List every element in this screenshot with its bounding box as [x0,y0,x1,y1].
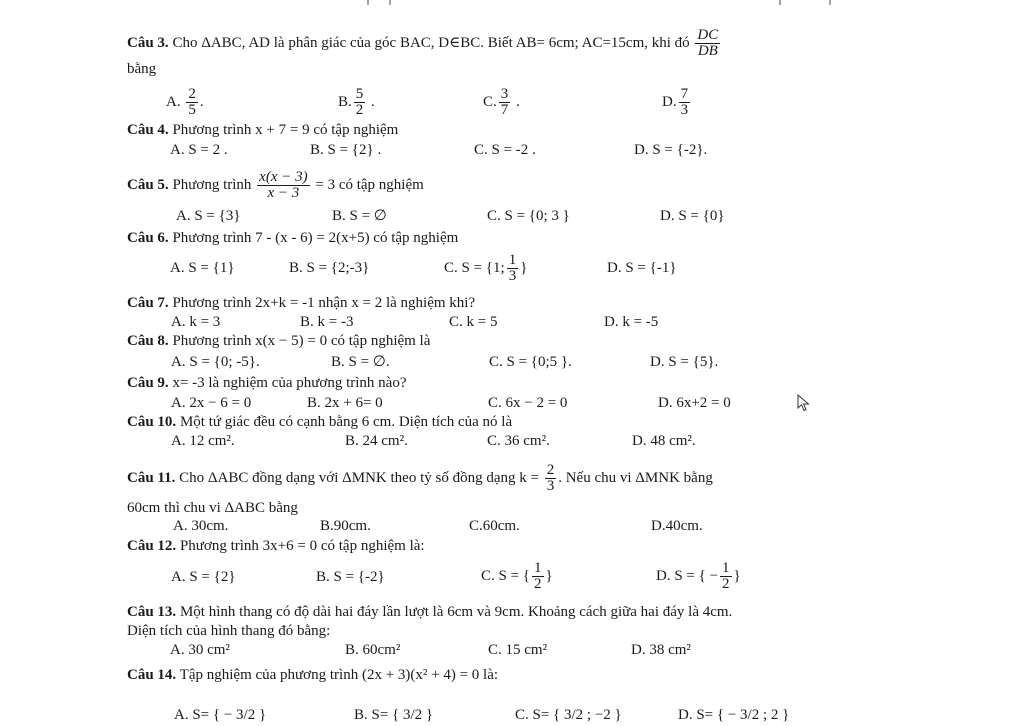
q11-stem [127,463,713,494]
q3-fraction [695,28,720,59]
q3-opt-d-frac [679,87,691,118]
q8-option-a: A. S = {0; -5}. [171,354,260,370]
q7-label: Câu 7. [127,295,169,311]
q10-option-d: D. 48 cm². [632,433,696,449]
q9-text: x= -3 là nghiệm của phương trình nào? [172,375,407,391]
q10-option-b: B. 24 cm². [345,433,408,449]
q3-opt-b-letter: B. [338,93,352,110]
q5-frac-den: x − 3 [267,185,300,201]
q3-opt-c-frac [499,87,511,118]
q9-label: Câu 9. [127,375,169,391]
q8-option-b: B. S = ∅. [331,354,390,370]
q13-text: Một hình thang có độ dài hai đáy lần lượt là 6cm và 9cm. Khoảng cách giữa hai đáy là 4cm. [179,604,733,620]
q4-stem [127,121,398,139]
q3-opt-c-den: 7 [500,102,509,118]
q11-option-d: D.40cm. [651,518,703,534]
q13-label: Câu 13. [127,604,177,620]
q12-opt-d-frac [720,561,732,592]
q8-option-d: D. S = {5}. [650,354,719,370]
q4-option-d: D. S = {-2}. [634,142,708,158]
q12-opt-d-post: } [733,567,741,584]
q6-stem [127,229,458,247]
q11-option-a: A. 30cm. [173,518,229,534]
q3-opt-b-den: 2 [355,102,364,118]
q5-fraction [257,170,309,201]
q13-cont: Diện tích của hình thang đó bằng: [127,623,331,639]
q12-option-c [481,561,553,592]
q3-opt-c-num: 3 [500,86,509,102]
q4-option-b: B. S = {2} . [310,142,382,158]
q7-option-c: C. k = 5 [449,314,498,330]
q8-option-c: C. S = {0;5 }. [489,354,572,370]
q9-stem [127,374,406,392]
cropped-top-marks [360,0,860,6]
q14-option-a: A. S= { − 3/2 } [174,707,267,723]
q9-option-c: C. 6x − 2 = 0 [488,395,568,411]
q11-option-c: C.60cm. [469,518,520,534]
q13-option-b: B. 60cm² [345,642,401,658]
q3-frac-den: DB [697,43,718,59]
q13-option-c: C. 15 cm² [488,642,548,658]
q8-label: Câu 8. [127,333,169,349]
q3-opt-a-suffix: . [199,93,204,110]
q5-text-pre: Phương trình [172,176,252,193]
q7-option-b: B. k = -3 [300,314,354,330]
q3-option-a [166,87,204,118]
mouse-cursor-icon [797,394,811,412]
q6-option-b: B. S = {2;-3} [289,260,370,276]
q5-frac-num: x(x − 3) [259,169,308,185]
q13-option-d: D. 38 cm² [631,642,691,658]
q12-opt-c-post: } [545,567,553,584]
q12-opt-c-den: 2 [534,576,542,592]
q5-option-b: B. S = ∅ [332,208,387,224]
q11-option-b: B.90cm. [320,518,371,534]
q3-opt-a-den: 5 [188,102,196,118]
q6-text: Phương trình 7 - (x - 6) = 2(x+5) có tập nghiệm [172,230,459,246]
q13-option-a: A. 30 cm² [170,642,230,658]
q3-opt-d-letter: D. [662,93,677,110]
q11-fraction [545,463,557,494]
q13-stem [127,603,732,621]
q3-text: Cho ΔABC, AD là phân giác của góc BAC, D∈BC. Biết AB= 6cm; AC=15cm, khi đó [172,34,690,51]
q12-opt-d-den: 2 [722,576,730,592]
q3-stem [127,28,722,59]
q5-text-post: = 3 có tập nghiệm [315,176,424,193]
q12-option-a: A. S = {2} [171,569,236,585]
q5-label: Câu 5. [127,176,169,193]
q11-text-post: . Nếu chu vi ΔMNK bằng [558,469,713,486]
q14-option-c: C. S= { 3/2 ; −2 } [515,707,622,723]
q3-opt-c-suffix: . [516,93,520,110]
q6-opt-c-num: 1 [508,252,517,268]
q6-opt-c-pre: C. S = {1; [444,259,505,276]
q7-option-d: D. k = -5 [604,314,659,330]
q3-frac-num: DC [697,27,719,43]
q6-option-d: D. S = {-1} [607,260,677,276]
q3-opt-d-num: 7 [680,86,689,102]
q6-opt-c-frac [507,253,519,284]
q14-option-d: D. S= { − 3/2 ; 2 } [678,707,790,723]
q12-stem [127,537,425,555]
q12-option-d [656,561,741,592]
q11-frac-num: 2 [546,462,555,478]
q10-stem [127,413,512,431]
q3-opt-d-den: 3 [680,102,689,118]
q12-opt-c-pre: C. S = { [481,567,531,584]
q9-option-d: D. 6x+2 = 0 [658,395,731,411]
q10-option-c: C. 36 cm². [487,433,550,449]
q5-option-a: A. S = {3} [176,208,241,224]
q3-opt-c-letter: C. [483,93,497,110]
q3-cont: bằng [127,61,157,77]
q10-label: Câu 10. [127,414,177,430]
q3-opt-a-letter: A. [166,93,181,110]
q4-text: Phương trình x + 7 = 9 có tập nghiệm [172,122,399,138]
q6-option-a: A. S = {1} [170,260,235,276]
q6-opt-c-post: } [520,259,528,276]
q3-opt-b-frac [354,87,366,118]
q4-option-a: A. S = 2 . [170,142,228,158]
q7-stem [127,294,475,312]
q11-cont: 60cm thì chu vi ΔABC bằng [127,500,298,516]
q7-option-a: A. k = 3 [171,314,221,330]
q9-option-b: B. 2x + 6= 0 [307,395,383,411]
q5-option-d: D. S = {0} [660,208,725,224]
q3-option-d [662,87,692,118]
q12-label: Câu 12. [127,538,177,554]
q3-opt-b-suffix: . [371,93,375,110]
q8-text: Phương trình x(x − 5) = 0 có tập nghiệm là [172,333,431,349]
q12-opt-c-num: 1 [534,560,542,576]
q6-label: Câu 6. [127,230,169,246]
q7-text: Phương trình 2x+k = -1 nhận x = 2 là nghiệm khi? [172,295,476,311]
q11-text-pre: Cho ΔABC đồng dạng với ΔMNK theo tỷ số đồng dạng k = [179,469,539,486]
q5-stem [127,170,424,201]
q8-stem [127,332,430,350]
q6-option-c [444,253,527,284]
q10-text: Một tứ giác đều có cạnh bằng 6 cm. Diện tích của nó là [179,414,513,430]
q9-option-a: A. 2x − 6 = 0 [171,395,252,411]
q12-text: Phương trình 3x+6 = 0 có tập nghiệm là: [179,538,425,554]
q12-opt-d-num: 1 [722,560,730,576]
q3-label: Câu 3. [127,34,169,51]
q5-option-c: C. S = {0; 3 } [487,208,570,224]
q12-option-b: B. S = {-2} [316,569,385,585]
q14-label: Câu 14. [127,667,177,683]
q11-label: Câu 11. [127,469,176,486]
q12-opt-c-frac [532,561,544,592]
q3-opt-b-num: 5 [355,86,364,102]
q3-opt-a-frac [186,87,198,118]
q3-opt-a-num: 2 [188,86,196,102]
q6-opt-c-den: 3 [508,268,517,284]
q4-option-c: C. S = -2 . [474,142,536,158]
q3-option-c [483,87,520,118]
q14-option-b: B. S= { 3/2 } [354,707,434,723]
q12-opt-d-pre: D. S = { − [656,567,719,584]
q14-text: Tập nghiệm của phương trình (2x + 3)(x² + 4) = 0 là: [179,667,499,683]
q4-label: Câu 4. [127,122,169,138]
q14-stem [127,666,498,684]
q3-option-b [338,87,375,118]
q10-option-a: A. 12 cm². [171,433,235,449]
q11-frac-den: 3 [546,478,555,494]
